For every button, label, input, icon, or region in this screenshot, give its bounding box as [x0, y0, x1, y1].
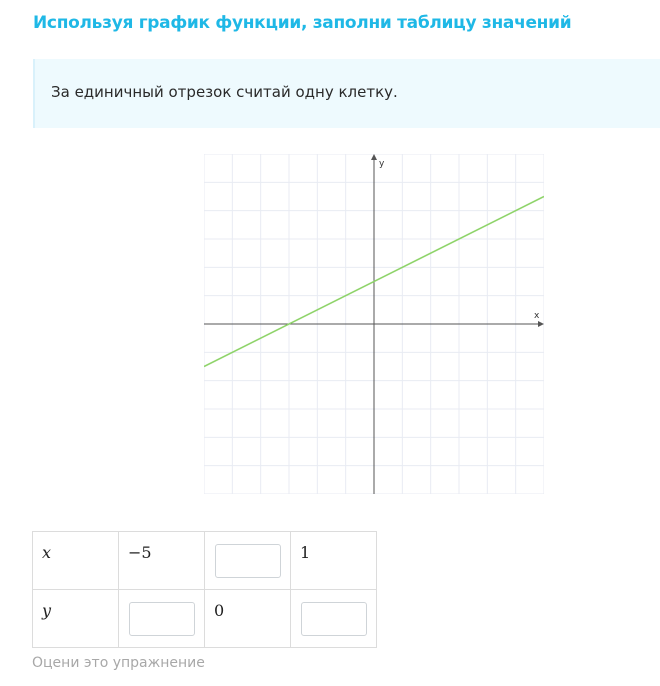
hint-text: За единичный отрезок считай одну клетку. — [51, 83, 398, 101]
table-row-y — [33, 590, 377, 648]
function-graph — [204, 154, 544, 494]
answer-input-x-2[interactable] — [215, 544, 281, 578]
graph-svg — [204, 154, 544, 494]
row-y-label: y — [42, 601, 52, 620]
answer-input-y-3[interactable] — [301, 602, 367, 636]
row-y-header — [33, 590, 119, 648]
cell-y-1 — [119, 590, 205, 648]
values-table — [32, 531, 377, 648]
y-axis-label: y — [379, 159, 385, 169]
y-axis-arrow-icon — [371, 154, 377, 160]
table-row-x — [33, 532, 377, 590]
x-axis-label: x — [534, 311, 540, 321]
cell-x-1 — [119, 532, 205, 590]
row-x-label: x — [42, 543, 52, 562]
cell-y-2 — [205, 590, 291, 648]
cell-x-3-value: 1 — [300, 543, 311, 562]
cell-y-2-value: 0 — [214, 601, 225, 620]
x-axis-arrow-icon — [538, 321, 544, 327]
cell-x-2 — [205, 532, 291, 590]
rate-exercise-link[interactable]: Оцени это упражнение — [32, 655, 205, 671]
cell-y-3 — [291, 590, 377, 648]
page-title: Используя график функции, заполни таблицу значений — [33, 13, 572, 33]
cell-x-1-value: −5 — [128, 543, 152, 562]
hint-box — [33, 59, 660, 128]
cell-x-3 — [291, 532, 377, 590]
answer-input-y-1[interactable] — [129, 602, 195, 636]
row-x-header — [33, 532, 119, 590]
